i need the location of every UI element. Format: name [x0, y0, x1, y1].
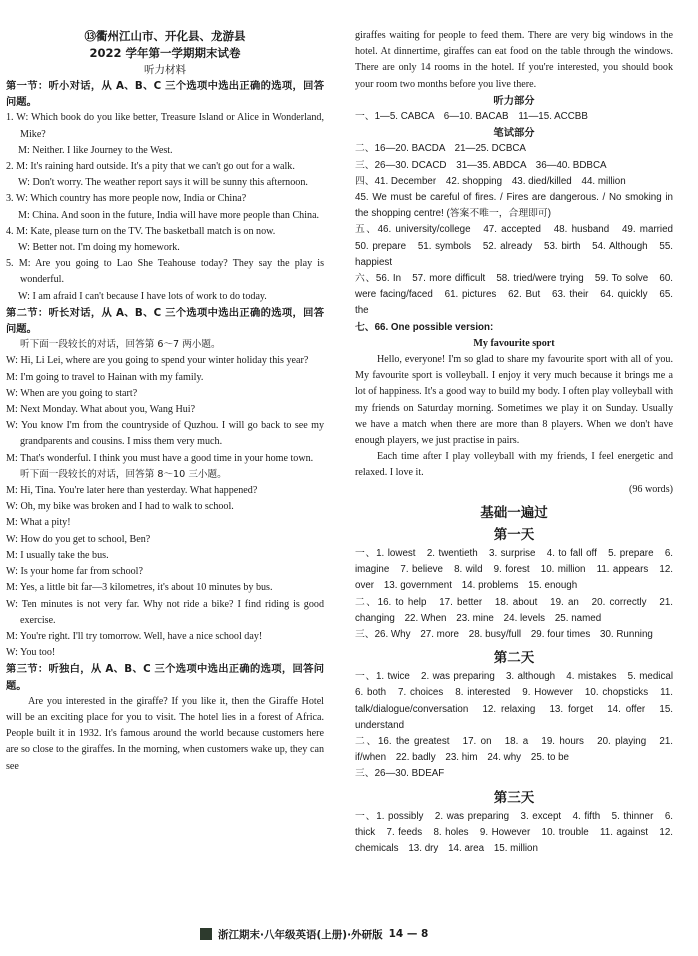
- footer-text: 浙江期末·八年级英语(上册)·外研版: [218, 928, 383, 941]
- dialog-line: M: Hi, Tina. You're later here than yesterday. What happened?: [6, 485, 258, 497]
- answer-line: 五、46. university/college 47. accepted 48. husband 49. married 50. prepare 51. symbols 52. already 53. birth 54. Although 55. happiest: [355, 224, 683, 268]
- answer-line: 三、26. Why 27. more 28. busy/full 29. four times 30. Running: [355, 628, 653, 640]
- dialog-line: 1. W: Which book do you like better, Treasure Island or Alice in Wonderland, Mike?: [6, 112, 324, 140]
- essay-paragraph: Each time after I play volleyball with my friends, I feel energetic and relaxed. I love it.: [355, 451, 673, 479]
- right-column: [355, 28, 683, 857]
- writing-answers-heading: 笔试部分: [493, 127, 535, 140]
- instruction-note: 听下面一段较长的对话，回答第 6～7 两小题。: [20, 339, 221, 351]
- dialog-line: M: China. And soon in the future, India will have more people than China.: [18, 209, 320, 221]
- dialog-line: M: Next Monday. What about you, Wang Hui?: [6, 404, 196, 416]
- listening-answers: 一、1—5. CABCA 6—10. BACAB 11—15. ACCBB: [355, 111, 588, 123]
- dialog-line: M: What a pity!: [6, 517, 71, 529]
- listening-material-title: 听力材料: [144, 64, 186, 76]
- answer-line: 一、1. lowest 2. twentieth 3. surprise 4. to fall off 5. prepare 6. imagine 7. believe 8. wild 9. forest 10. million 11. appears 12. over 13. government 14. problems 15. enough: [355, 547, 673, 592]
- book-icon: [200, 928, 212, 940]
- dialog-line: 5. M: Are you going to Lao She Teahouse today? They say the play is wonderful.: [6, 258, 324, 286]
- section-3-heading: 第三节：听独白，从 A、B、C 三个选项中选出正确的选项，回答问题。: [6, 663, 324, 692]
- page-footer: [200, 924, 500, 944]
- dialog-line: M: Yes, a little bit far—3 kilometres, it's about 10 minutes by bus.: [6, 582, 273, 594]
- dialog-line: 2. M: It's raining hard outside. It's a pity that we can't go out for a walk.: [6, 161, 295, 173]
- dialogs-3: [6, 483, 324, 661]
- dialog-line: M: That's wonderful. I think you must have a good time in your home town.: [6, 452, 314, 464]
- review-heading: 基础一遍过: [480, 504, 548, 521]
- dialog-line: W: Better not. I'm doing my homework.: [18, 242, 180, 254]
- answer-line: 二、16. the greatest 17. on 18. a 19. hours 20. playing 21. if/when 22. badly 23. him 24. why 25. to be: [355, 735, 673, 764]
- essay-word-count: (96 words): [628, 483, 673, 495]
- day3-heading: 第三天: [493, 789, 535, 806]
- exam-title: 2022 学年第一学期期末试卷: [89, 46, 241, 60]
- exam-region-title: ⑬衢州江山市、开化县、龙游县: [84, 29, 246, 43]
- answer-line: 一、1. twice 2. was preparing 3. although 4. mistakes 5. medical 6. both 7. choices 8. interested 9. However 10. chopsticks 11. talk/dialogue/conversation 12. relaxing 13. forget 14. offer 15. understand: [355, 671, 683, 731]
- answer-line: 七、66. One possible version:: [355, 321, 494, 333]
- dialog-line: M: Neither. I like Journey to the West.: [18, 144, 173, 156]
- day1-heading: 第一天: [493, 526, 535, 543]
- dialog-line: W: Is your home far from school?: [6, 566, 143, 578]
- dialog-line: 3. W: Which country has more people now, India or China?: [6, 193, 247, 205]
- day2-heading: 第二天: [493, 650, 535, 667]
- answer-line: 二、16—20. BACDA 21—25. DCBCA: [355, 143, 526, 155]
- answer-line: 四、41. December 42. shopping 43. died/killed 44. million: [355, 175, 626, 187]
- essay-paragraph: Hello, everyone! I'm so glad to share my favourite sport with all of you. My favourite sport is volleyball. I enjoy it very much because it brings me a lot of happiness. It's a good way to build my body. I often play volleyball with my friends on Saturday morning. Sometimes we play it on Sunday. Usually we have a match when there are more than 8 players. When we don't have enough players, we just practise in pairs.: [355, 354, 673, 447]
- dialog-line: W: I am afraid I can't because I have lots of work to do today.: [18, 290, 267, 302]
- answer-line: 三、26—30. DCACD 31—35. ABDCA 36—40. BDBCA: [355, 159, 607, 171]
- dialog-line: M: I usually take the bus.: [6, 549, 109, 561]
- answer-line: 三、26—30. BDEAF: [355, 768, 445, 780]
- answer-line: 一、1. possibly 2. was preparing 3. except 4. fifth 5. thinner 6. thick 7. feeds 8. holes 9. However 10. trouble 11. against 12. chemicals 13. dry 14. area 15. million: [355, 810, 673, 854]
- answer-line: 45. We must be careful of fires. / Fires are dangerous. / No smoking in the shopping centre! (答案不唯一，合理即可): [355, 192, 673, 220]
- dialog-line: M: You're right. I'll try tomorrow. Well, have a nice school day!: [6, 630, 263, 642]
- section-2-heading: 第二节：听长对话，从 A、B、C 三个选项中选出正确的选项，回答问题。: [6, 306, 324, 336]
- page-number: 14 — 8: [388, 928, 429, 940]
- dialog-line: W: You know I'm from the countryside of Quzhou. I will go back to see my grandparents and cousins. I miss them very much.: [6, 420, 324, 448]
- answer-line: 六、56. In 57. more difficult 58. tried/were trying 59. To solve 60. were facing/faced 61. pictures 62. But 63. their 64. quickly 65. the: [355, 273, 673, 317]
- monologue-continued: giraffes waiting for people to feed them. There are very big windows in the hotel. At dinnertime, giraffes can eat food on the table through the windows. There are only 14 rooms in the hotel. If you're interested, you should book your room two months before you live there.: [355, 30, 673, 90]
- answer-line: 二、16. to help 17. better 18. about 19. an 20. correctly 21. changing 22. When 23. mine 24. levels 25. named: [355, 596, 673, 624]
- instruction-note: 听下面一段较长的对话，回答第 8～10 三小题。: [20, 468, 227, 480]
- dialog-line: W: Oh, my bike was broken and I had to walk to school.: [6, 501, 234, 513]
- dialogs-1: [6, 110, 324, 304]
- essay-title: My favourite sport: [473, 337, 555, 349]
- dialog-line: W: You too!: [6, 647, 56, 659]
- listening-answers-heading: 听力部分: [493, 94, 535, 107]
- dialog-line: W: How do you get to school, Ben?: [6, 533, 151, 545]
- left-column: [6, 28, 324, 775]
- monologue-text: Are you interested in the giraffe? If you like it, then the Giraffe Hotel will be an exciting place for you to visit. The hotel lies in a forest of Africa. People built it in 1932. It's famous around the world because customers here are so close to the giraffes. In the morning, when customers wake up, they can see: [6, 695, 324, 772]
- dialog-line: W: Don't worry. The weather report says it will be sunny this afternoon.: [18, 177, 308, 189]
- dialog-line: W: Ten minutes is not very far. Why not ride a bike? I find riding is good exercise.: [6, 598, 324, 626]
- section-1-heading: 第一节：听小对话，从 A、B、C 三个选项中选出正确的选项，回答问题。: [6, 80, 324, 109]
- dialog-line: W: Hi, Li Lei, where are you going to spend your winter holiday this year?: [6, 355, 309, 367]
- dialog-line: 4. M: Kate, please turn on the TV. The basketball match is on now.: [6, 225, 276, 237]
- dialog-line: W: When are you going to start?: [6, 387, 138, 399]
- dialogs-2: [6, 353, 324, 466]
- dialog-line: M: I'm going to travel to Hainan with my family.: [6, 371, 204, 383]
